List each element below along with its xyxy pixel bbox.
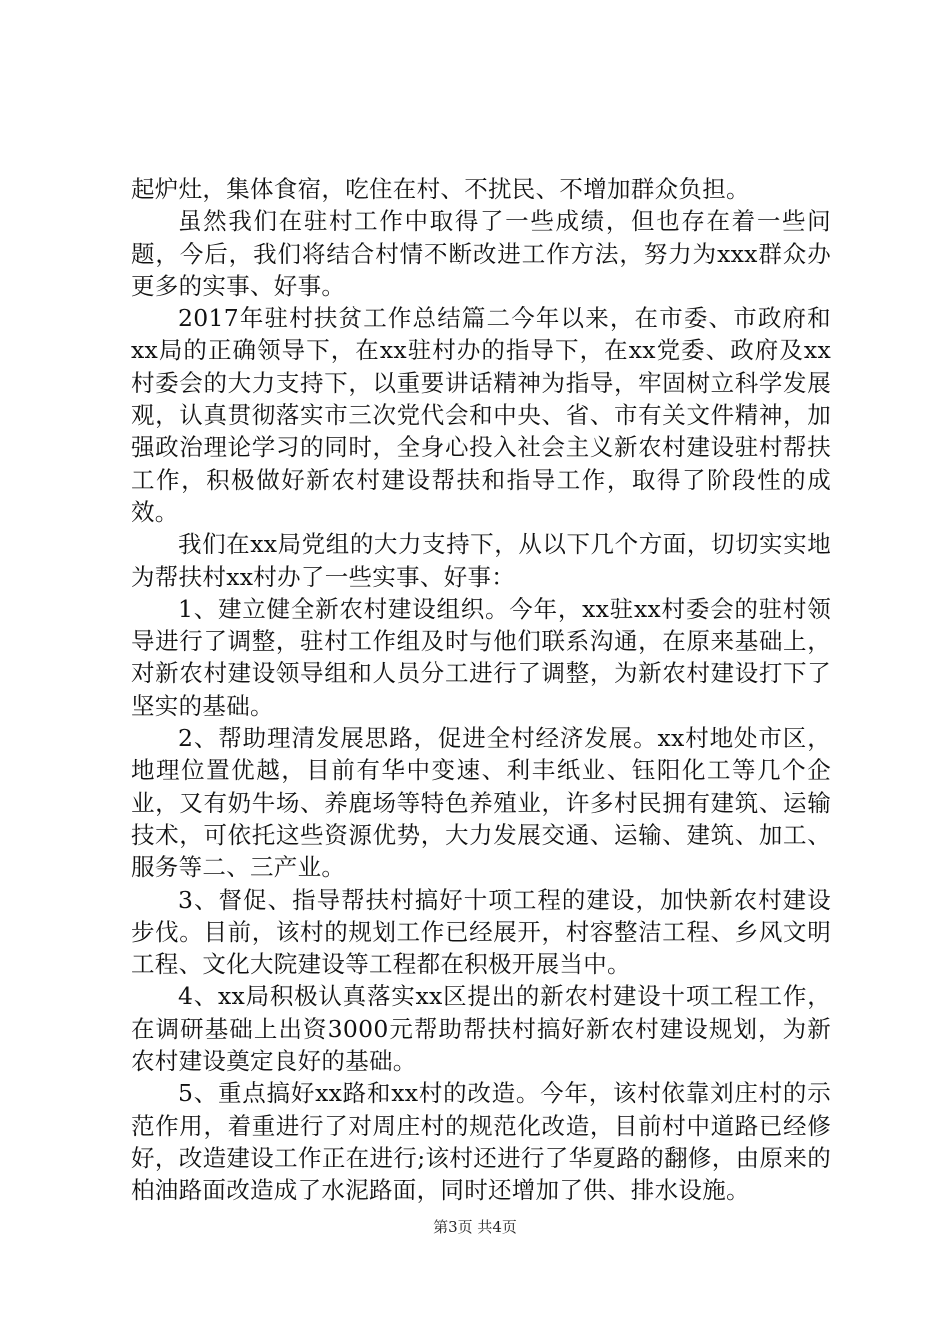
paragraph-report-intro: 2017年驻村扶贫工作总结篇二今年以来，在市委、市政府和xx局的正确领导下，在xx驻村办的指导下，在xx党委、政府及xx村委会的大力支持下，以重要讲话精神为指导，牢固树立科学发展观，认真贯彻落实市三次党代会和中央、省、市有关文件精神，加强政治理论学习的同时，全身心投入社会主义新农村建设驻村帮扶工作，积极做好新农村建设帮扶和指导工作，取得了阶段性的成效。: [131, 304, 831, 526]
paragraph-item-1: 1、建立健全新农村建设组织。今年，xx驻xx村委会的驻村领导进行了调整，驻村工作组及时与他们联系沟通，在原来基础上，对新农村建设领导组和人员分工进行了调整，为新农村建设打下了坚实的基础。: [131, 594, 831, 720]
paragraph-item-2: 2、帮助理清发展思路，促进全村经济发展。xx村地处市区，地理位置优越，目前有华中变速、利丰纸业、钰阳化工等几个企业，又有奶牛场、养鹿场等特色养殖业，许多村民拥有建筑、运输技术，可依托这些资源优势，大力发展交通、运输、建筑、加工、服务等二、三产业。: [131, 724, 831, 882]
paragraph-item-4: 4、xx局积极认真落实xx区提出的新农村建设十项工程工作，在调研基础上出资3000元帮助帮扶村搞好新农村建设规划，为新农村建设奠定良好的基础。: [131, 982, 831, 1076]
paragraph-item-3: 3、督促、指导帮扶村搞好十项工程的建设，加快新农村建设步伐。目前，该村的规划工作已经展开，村容整洁工程、乡风文明工程、文化大院建设等工程都在积极开展当中。: [131, 885, 831, 979]
paragraph-support-overview: 我们在xx局党组的大力支持下，从以下几个方面，切切实实地为帮扶村xx村办了一些实事、好事：: [131, 530, 831, 591]
paragraph-item-5: 5、重点搞好xx路和xx村的改造。今年，该村依靠刘庄村的示范作用，着重进行了对周庄村的规范化改造，目前村中道路已经修好，改造建设工作正在进行;该村还进行了华夏路的翻修，由原来的柏油路面改造成了水泥路面，同时还增加了供、排水设施。: [131, 1079, 831, 1205]
page-number-label: 第3页 共4页: [433, 1218, 517, 1236]
paragraph-continuation: 起炉灶，集体食宿，吃住在村、不扰民、不增加群众负担。: [131, 175, 750, 203]
document-body: [131, 173, 831, 1207]
paragraph-summary-issues: 虽然我们在驻村工作中取得了一些成绩，但也存在着一些问题，今后，我们将结合村情不断改进工作方法，努力为xxx群众办更多的实事、好事。: [131, 207, 831, 300]
page-footer: [0, 1217, 950, 1237]
